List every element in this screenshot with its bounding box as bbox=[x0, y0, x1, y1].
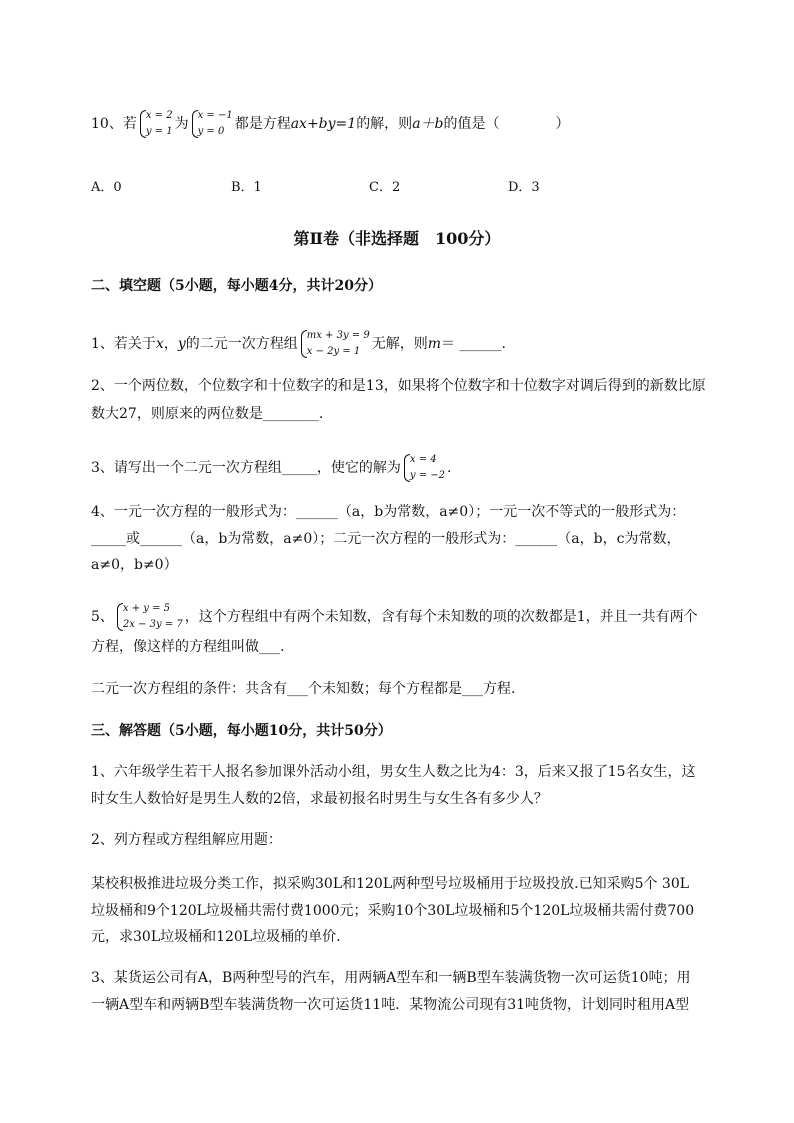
s2-q1-var-x: x bbox=[155, 336, 164, 352]
s2-q3-a: 3、请写出一个二元一次方程组_____，使它的解为 bbox=[91, 460, 401, 476]
s2-q1-var-y: y bbox=[177, 336, 186, 352]
s2-q1-h: ＝ ______. bbox=[441, 336, 506, 352]
section2-heading: 二、填空题（5小题，每小题4分，共计20分） bbox=[91, 278, 382, 294]
s3-q3-line2: 一辆A型车和两辆B型车装满货物一次可运货11吨．某物流公司现有31吨货物，计划同时租用A型 bbox=[91, 997, 690, 1013]
q10-mid: 为 bbox=[174, 116, 189, 132]
s3-q2-line1: 2、列方程或方程组解应用题： bbox=[91, 832, 282, 848]
s3-q2-line3: 垃圾桶和9个120L垃圾桶共需付费1000元；采购10个30L垃圾桶和5个120L垃圾桶共需付费700 bbox=[91, 903, 695, 919]
q10-text-b: 的解，则 bbox=[356, 116, 413, 132]
q10-prefix: 10、若 bbox=[91, 116, 137, 132]
s2-q5-a: 5、 bbox=[91, 609, 114, 625]
q10-sys1-eq1: x = 2 bbox=[145, 110, 173, 121]
s2-q4-line1: 4、一元一次方程的一般形式为：______（a，b为常数，a≠0）；一元一次不等式的一般形式为： bbox=[91, 504, 686, 520]
q10-option-c: C．2 bbox=[369, 180, 401, 195]
s3-q3-line1: 3、某货运公司有A，B两种型号的汽车，用两辆A型车和一辆B型车装满货物一次可运货10吨；用 bbox=[91, 970, 691, 986]
s2-q5-line3: 二元一次方程组的条件：共含有___个未知数；每个方程都是___方程. bbox=[91, 681, 516, 697]
s2-q4-line3: a≠0，b≠0） bbox=[91, 557, 178, 573]
s2-q1-sys-eq2: x − 2y = 1 bbox=[306, 346, 361, 357]
s2-q5-system bbox=[116, 601, 183, 633]
s3-q2-line4: 元，求30L垃圾桶和120L垃圾桶的单价. bbox=[91, 929, 341, 945]
q10-sys2-eq2: y = 0 bbox=[197, 126, 225, 137]
s2-q3-system bbox=[403, 452, 445, 484]
section3-heading: 三、解答题（5小题，每小题10分，共计50分） bbox=[91, 723, 392, 739]
q10-expression: a＋b bbox=[412, 116, 444, 132]
s2-q1-a: 1、若关于 bbox=[91, 336, 156, 352]
s2-q5-sys-eq2: 2x − 3y = 7 bbox=[122, 619, 183, 630]
s2-q1-system bbox=[300, 328, 370, 360]
s2-q3-line bbox=[91, 452, 452, 484]
s2-q5-line2: 方程，像这样的方程组叫做___. bbox=[91, 639, 285, 655]
s2-q4-line2: _____或______（a，b为常数，a≠0）；二元一次方程的一般形式为：______（a，b，c为常数， bbox=[91, 531, 681, 547]
s2-q3-sys-eq1: x = 4 bbox=[409, 454, 437, 465]
q10-text-c: 的值是（ ） bbox=[443, 116, 570, 132]
s2-q5-b: ，这个方程组中有两个未知数，含有每个未知数的项的次数都是1，并且一共有两个 bbox=[184, 609, 698, 625]
q10-option-a: A．0 bbox=[91, 180, 122, 195]
s2-q1-line bbox=[91, 328, 506, 360]
q10-sys2-eq1: x = −1 bbox=[197, 110, 233, 121]
s2-q2-line2: 数大27，则原来的两位数是________. bbox=[91, 406, 324, 422]
s2-q1-sys-eq1: mx + 3y = 9 bbox=[306, 330, 370, 341]
q10-text-a: 都是方程 bbox=[234, 116, 291, 132]
part2-title: 第Ⅱ卷（非选择题 100分） bbox=[293, 229, 501, 248]
s3-q1-line2: 时女生人数恰好是男生人数的2倍，求最初报名时男生与女生各有多少人？ bbox=[91, 791, 548, 807]
s2-q1-f: 无解，则 bbox=[371, 336, 428, 352]
q10-equation: ax+by=1 bbox=[290, 116, 357, 132]
s2-q2-line1: 2、一个两位数，个位数字和十位数字的和是13，如果将个位数字和十位数字对调后得到的新数比原 bbox=[91, 378, 706, 394]
q10-system-2 bbox=[191, 108, 233, 140]
s2-q1-e: 的二元一次方程组 bbox=[185, 336, 298, 352]
s3-q1-line1: 1、六年级学生若干人报名参加课外活动小组，男女生人数之比为4：3，后来又报了15名女生，这 bbox=[91, 764, 696, 780]
s2-q3-sys-eq2: y = −2 bbox=[409, 470, 446, 481]
q10-line bbox=[91, 108, 570, 140]
q10-option-d: D．3 bbox=[508, 180, 540, 195]
s2-q1-var-m: m bbox=[427, 336, 441, 352]
q10-sys1-eq2: y = 1 bbox=[145, 126, 173, 137]
s2-q5-sys-eq1: x + y = 5 bbox=[122, 603, 171, 614]
s2-q3-b: . bbox=[447, 460, 452, 476]
s2-q5-line1 bbox=[91, 601, 698, 633]
s3-q2-line2: 某校积极推进垃圾分类工作，拟采购30L和120L两种型号垃圾桶用于垃圾投放.已知采购5个 30L bbox=[91, 876, 690, 892]
q10-system-1 bbox=[139, 108, 173, 140]
q10-option-b: B．1 bbox=[231, 180, 262, 195]
s2-q1-c: ， bbox=[163, 336, 178, 352]
